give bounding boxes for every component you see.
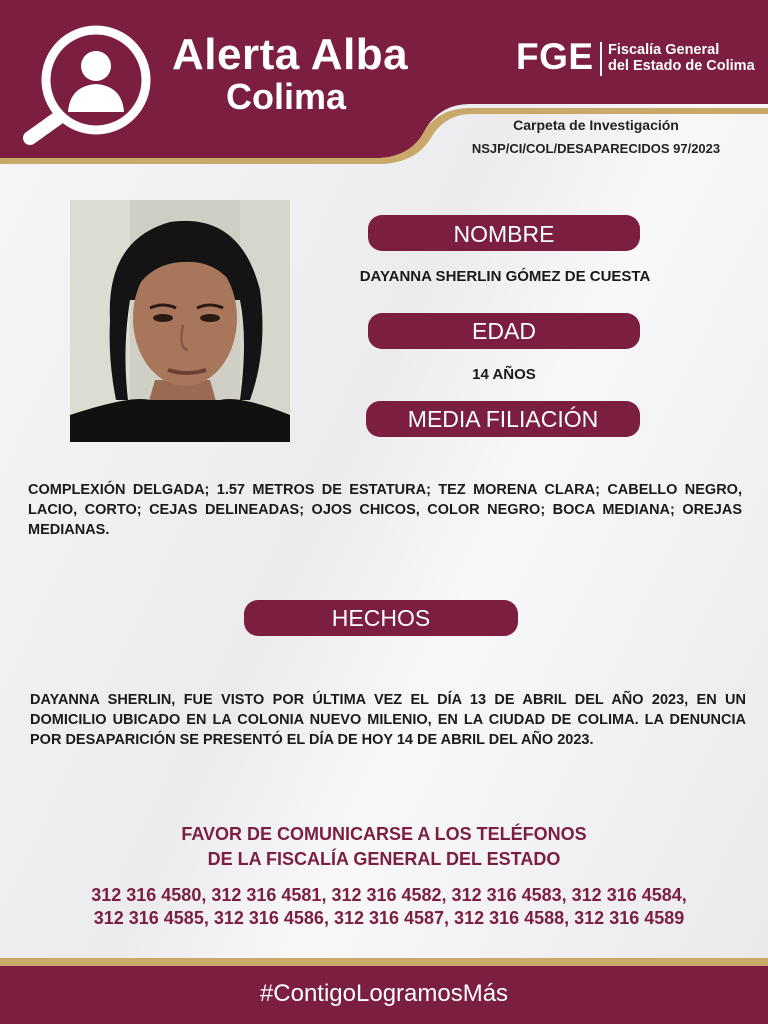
missing-person-photo bbox=[70, 200, 290, 442]
person-age: 14 AÑOS bbox=[472, 366, 536, 383]
name-label: NOMBRE bbox=[368, 215, 640, 251]
facts-label: HECHOS bbox=[244, 600, 518, 636]
case-label: Carpeta de Investigación bbox=[513, 117, 679, 133]
description-label: MEDIA FILIACIÓN bbox=[366, 401, 640, 437]
footer-hashtag: #ContigoLogramosMás bbox=[259, 980, 509, 1007]
agency-acronym: FGE bbox=[516, 36, 594, 77]
contact-line2: DE LA FISCALÍA GENERAL DEL ESTADO bbox=[207, 849, 561, 869]
case-number: NSJP/CI/COL/DESAPARECIDOS 97/2023 bbox=[471, 141, 721, 156]
person-name: DAYANNA SHERLIN GÓMEZ DE CUESTA bbox=[359, 268, 651, 285]
age-label: EDAD bbox=[368, 313, 640, 349]
contact-line1: FAVOR DE COMUNICARSE A LOS TELÉFONOS bbox=[181, 824, 587, 844]
person-description: COMPLEXIÓN DELGADA; 1.57 METROS DE ESTATURA; TEZ MORENA CLARA; CABELLO NEGRO, LACIO, CORTO; CEJAS DELINEADAS; OJOS CHICOS, COLOR NEGRO; BOCA MEDIANA; OREJAS MEDIANAS. bbox=[28, 482, 742, 538]
agency-name-line1: Fiscalía General bbox=[608, 42, 720, 58]
agency-name-line2: del Estado de Colima bbox=[608, 58, 755, 74]
facts-text: DAYANNA SHERLIN, FUE VISTO POR ÚLTIMA VEZ EL DÍA 13 DE ABRIL DEL AÑO 2023, EN UN DOMICILIO UBICADO EN LA COLONIA NUEVO MILENIO, EN LA CIUDAD DE COLIMA. LA DENUNCIA POR DESAPARICIÓN SE PRESENTÓ EL DÍA DE HOY 14 DE ABRIL DEL AÑO 2023. bbox=[30, 692, 746, 748]
agency-name bbox=[608, 42, 755, 74]
contact-phones: 312 316 4580, 312 316 4581, 312 316 4582, 312 316 4583, 312 316 4584, 312 316 4585, 312 316 4586, 312 316 4587, 312 316 4588, 312 316 4589 bbox=[91, 885, 687, 928]
agency-divider bbox=[600, 42, 602, 76]
footer-accent bbox=[0, 958, 768, 966]
alert-title: Alerta Alba bbox=[172, 30, 409, 79]
alert-subtitle: Colima bbox=[226, 76, 347, 117]
